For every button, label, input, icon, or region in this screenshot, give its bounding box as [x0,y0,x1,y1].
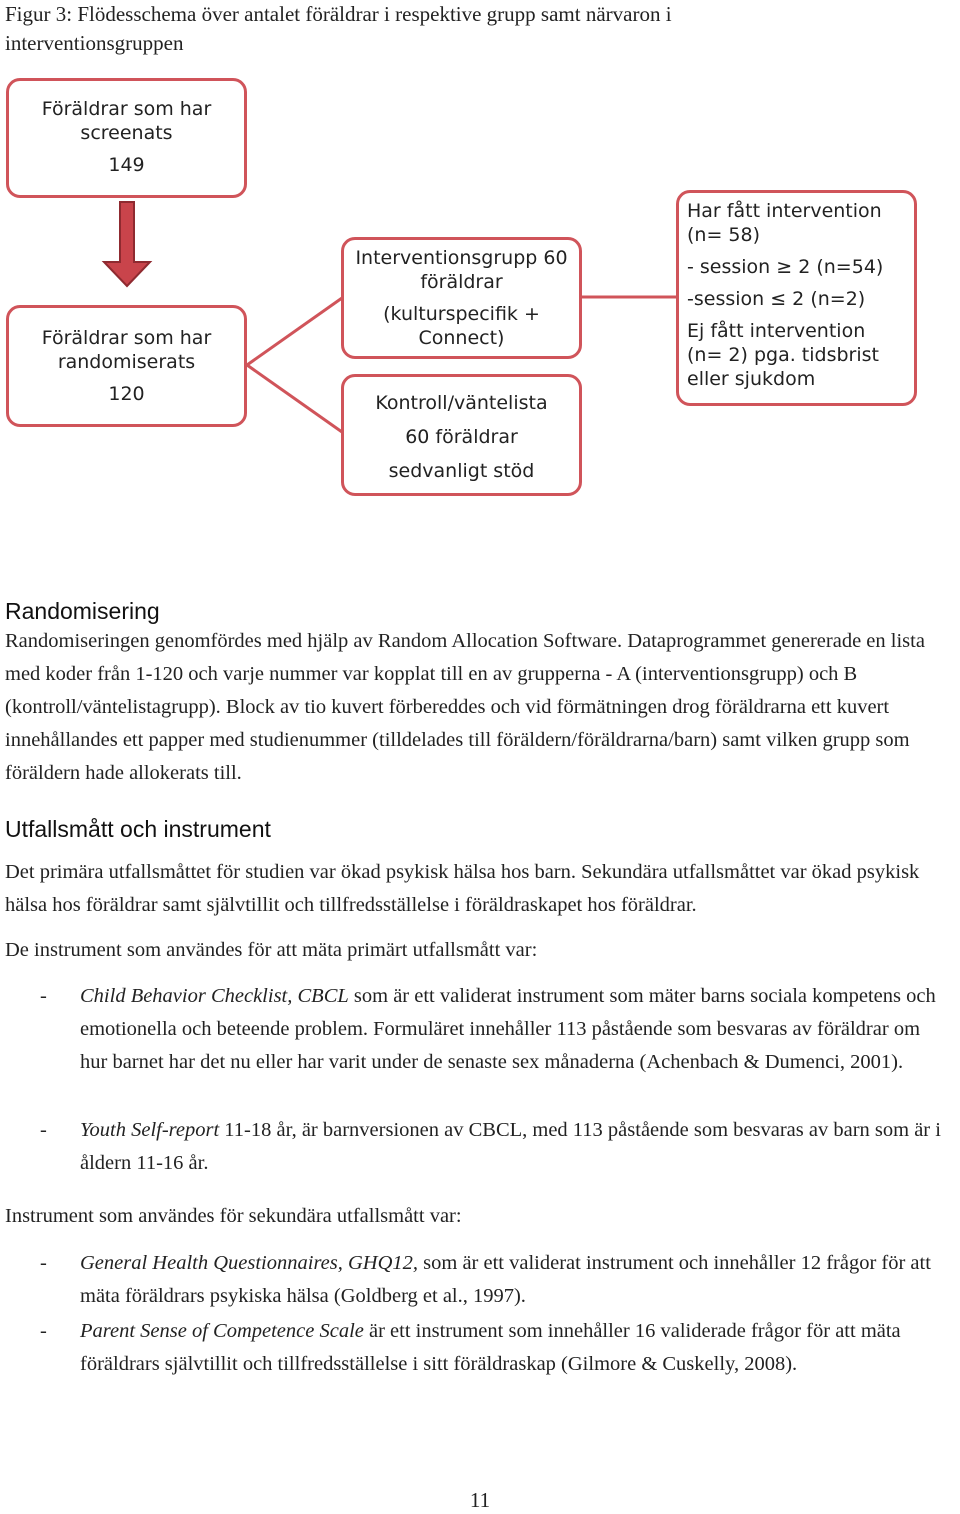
psoc-text: är ett instrument som innehåller 16 validerade frågor för att mäta föräldrars självtillit och tillfredsställelse i sitt föräldraskap (Gilmore & Cuskelly, 2008). [80,1320,901,1375]
attendance-line-6: (n= 2) pga. tidsbrist [687,344,879,366]
page-number: 11 [469,1488,491,1512]
attendance-box [676,190,917,406]
caption-line-2: interventionsgruppen [5,31,184,55]
connector-to-control [247,365,342,432]
primary-item-ysr [40,1114,952,1180]
intervention-line-1: Interventionsgrupp 60 [355,247,568,269]
attendance-line-1: Har fått intervention [687,200,882,222]
caption-line-1: Figur 3: Flödesschema över antalet föräldrar i respektive grupp samt närvaron i [5,2,672,26]
control-line-2: 60 föräldrar [405,426,518,448]
control-line-1: Kontroll/väntelista [375,392,548,414]
utfall-paragraph-1: Det primära utfallsmåttet för studien var ökad psykisk hälsa hos barn. Sekundära utfallsmåttet var ökad psykisk hälsa hos föräldrar samt självtillit och tillfredsställelse i föräldraskapet hos föräldrar. [5,861,920,916]
intervention-line-2: föräldrar [420,271,503,293]
intervention-line-4: Connect) [418,327,505,349]
cbcl-title: Child Behavior Checklist, CBCL [80,985,349,1007]
randomized-line-1: Föräldrar som har [41,327,212,349]
psoc-title: Parent Sense of Competence Scale [80,1320,364,1342]
ghq-text: som är ett validerat instrument och innehåller 12 frågor för att mäta föräldrars psykiska hälsa (Goldberg et al., 1997). [80,1252,931,1307]
primary-item-cbcl [40,980,952,1079]
screened-line-1: Föräldrar som har [41,98,212,120]
attendance-line-5: Ej fått intervention [687,320,866,342]
cbcl-text: som är ett validerat instrument som mäter barns sociala kompetens och emotionella och beteende problem. Formuläret innehåller 113 påstående som besvaras av föräldrar om hur barnet har det nu eller har varit under de senaste sex månaderna (Achenbach & Dumenci, 2001). [80,985,936,1073]
secondary-item-psoc [40,1315,952,1381]
utfall-paragraph-3: Instrument som användes för sekundära utfallsmått var: [5,1205,462,1227]
down-arrow-icon [104,202,150,286]
ghq-title: General Health Questionnaires, GHQ12, [80,1252,419,1274]
intervention-line-3: (kulturspecifik + [383,303,540,325]
intervention-box [341,237,582,359]
flowchart [0,0,960,520]
connector-to-intervention [247,298,342,365]
secondary-item-ghq [40,1247,952,1313]
randomized-box [6,305,247,427]
bullet-dash: - [40,1320,47,1342]
ysr-title: Youth Self-report [80,1119,220,1141]
attendance-line-3: - session ≥ 2 (n=54) [687,256,884,278]
control-line-3: sedvanligt stöd [388,460,535,482]
bullet-dash: - [40,1119,47,1141]
attendance-line-7: eller sjukdom [687,368,816,390]
attendance-line-4: -session ≤ 2 (n=2) [687,288,866,310]
utfall-heading: Utfallsmått och instrument [5,816,271,842]
bullet-dash: - [40,1252,47,1274]
ysr-text: 11-18 år, är barnversionen av CBCL, med 113 påstående som besvaras av barn som är i åldern 11-16 år. [80,1119,941,1174]
screened-box [6,78,247,198]
randomisering-paragraph: Randomiseringen genomfördes med hjälp av Random Allocation Software. Dataprogrammet genererade en lista med koder från 1-120 och varje nummer var kopplat till en av grupperna - A (interventionsgrupp) och B (kontroll/väntelistagrupp). Block av tio kuvert förbereddes och vid förmätningen drog föräldrarna ett kuvert innehållandes ett papper med studienummer (tilldelades till föräldern/föräldrarna/barn) samt vilken grupp som föräldern hade allokerats till. [5,630,925,784]
randomisering-heading: Randomisering [5,598,160,624]
bullet-dash: - [40,985,47,1007]
utfall-paragraph-2: De instrument som användes för att mäta primärt utfallsmått var: [5,939,538,961]
randomized-count: 120 [108,383,145,405]
attendance-line-2: (n= 58) [687,224,761,246]
control-box [341,374,582,496]
screened-line-2: screenats [80,122,173,144]
randomized-line-2: randomiserats [57,351,196,373]
screened-count: 149 [108,154,145,176]
